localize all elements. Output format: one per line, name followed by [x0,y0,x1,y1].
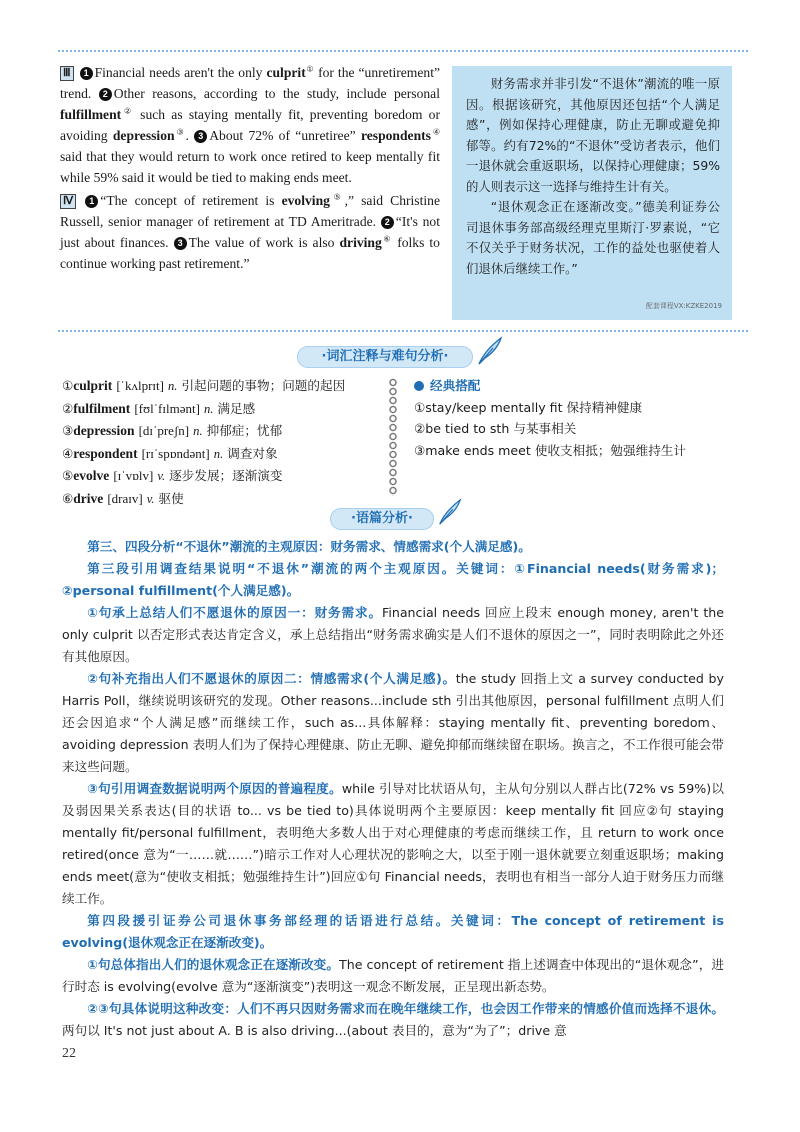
analysis-paragraph: ②句补充指出人们不愿退休的原因二：情感需求(个人满足感)。the study 回指上文 a survey conducted by Harris Poll，继续说明该研究的发现。Other reasons...include sth 引出其他原因，personal fulfillment 点明人们还会因追求“个人满足感”而继续工作，such as...具体解释：staying mentally fit、preventing boredom、avoiding depression 表明人们为了保持心理健康、防止无聊、避免抑郁而继续留在职场。换言之，不工作很可能会带来这些问题。 [62,671,724,774]
sentence-number: 2 [381,216,394,229]
analysis-paragraph: ②③句具体说明这种改变：人们不再只因财务需求而在晚年继续工作，也会因工作带来的情感价值而选择不退休。两句以 It's not just about A. B is also driving...(about 表目的，意为“为了”；drive 意 [62,1001,724,1038]
vocab-item: ③depression [dɪˈpreʃn] n. 抑郁症；忧郁 [62,423,283,438]
vocab-item: ⑥drive [draɪv] v. 驱使 [62,490,184,506]
bullet-icon [414,381,424,391]
vocab-word: fulfillment [60,107,122,122]
vocab-word: evolving [281,193,330,208]
analysis-paragraph: ③句引用调查数据说明两个原因的普遍程度。while 引导对比状语从句，主从句分别以人群占比(72% vs 59%)以及弱因果关系表达(目的状语 to... vs be tied to)具体说明两个主要原因：keep mentally fit 回应②句 staying mentally fit/personal fulfillment，表明绝大多数人出于对心理健康的考虑而继续工作，且 return to work once retired(once 意为“一……就……”)暗示工作对人心理状况的影响之大，以至于刚一退休就要立刻重返职场；making ends meet(意为“使收支相抵；勉强维持生计”)回应①句 Financial needs，表明也有相当一部分人迫于财务压力而继续工作。 [62,781,724,906]
paragraph-3: Ⅲ 1 Financial needs aren't the only culprit① for the “unretirement” trend. 2 Other reasons, according to the study, include personal fulfillment② such as staying mentally fit, preventing boredom or avoiding depression③. 3 About 72% of “unretiree” respondents④ said that they would return to work once retired to keep mentally fit while 59% said it would be tied to making ends meet. [60,64,441,185]
quill-icon [475,336,505,366]
paragraph-marker: Ⅲ [60,66,74,81]
vocab-item: ⑤evolve [ɪˈvɒlv] v. 逐步发展；逐渐演变 [62,468,283,483]
sentence-number: 3 [194,130,207,143]
vocab-item: ①culprit [ˈkʌlprɪt] n. 引起问题的事物；问题的起因 [62,378,346,393]
page-number: 22 [62,1046,76,1061]
analysis-heading: 第三段引用调查结果说明“不退休”潮流的两个主观原因。关键词：①Financial needs(财务需求)；②personal fulfillment(个人满足感)。 [62,561,724,598]
sentence-number: 3 [174,237,187,250]
phrase-item: ③make ends meet 使收支相抵；勉强维持生计 [414,442,686,458]
quill-icon [436,498,464,526]
translation-paragraph: “退休观念正在逐渐改变。”德美利证券公司退休事务部高级经理克里斯汀·罗素说，“它不仅关乎于财务状况，工作的益处也驱使着人们退休后继续工作。” [466,199,720,276]
analysis-section-title: ·语篇分析· [330,508,434,530]
vocab-word: culprit [266,65,306,80]
vocab-word: driving [339,235,382,250]
phrase-item: ②be tied to sth 与某事相关 [414,421,577,436]
vocab-item: ②fulfilment [fʊlˈfɪlmənt] n. 满足感 [62,400,256,416]
vocab-item: ④respondent [rɪˈspɒndənt] n. 调查对象 [62,445,278,461]
phrases-title: 经典搭配 [414,375,754,397]
analysis-paragraph: ①句承上总结人们不愿退休的原因一：财务需求。Financial needs 回应上段末 enough money, aren't the only culprit 以否定形式表达肯定含义，承上总结指出“财务需求确实是人们不退休的原因之一”，同时表明除此之外还有其他原因。 [62,605,724,664]
sentence-number: 1 [80,67,93,80]
analysis-heading: 第四段援引证券公司退休事务部经理的话语进行总结。关键词：The concept of retirement is evolving(退休观念正在逐渐改变)。 [62,913,724,950]
vocab-word: depression [112,128,175,143]
paragraph-marker: Ⅳ [60,194,76,209]
passage-english [60,62,440,274]
discourse-analysis [62,536,724,1042]
phrase-item: ①stay/keep mentally fit 保持精神健康 [414,399,643,415]
sentence-number: 2 [99,88,112,101]
section-divider [58,330,748,332]
analysis-heading: 第三、四段分析“不退休”潮流的主观原因：财务需求、情感需求(个人满足感)。 [87,539,531,554]
vocab-word: respondents [360,128,431,143]
watermark: 配套课程VX:KZKE2019 [645,301,722,310]
sentence-number: 1 [85,195,98,208]
vocab-section-title: ·词汇注释与难句分析· [297,346,473,368]
analysis-paragraph: ①句总体指出人们的退休观念正在逐渐改变。The concept of retirement 指上述调查中体现出的“退休观念”，进行时态 is evolving(evolve 意为“逐渐演变”)表明这一观念不断发展，正呈现出新态势。 [62,957,724,994]
vocab-list [62,375,382,510]
phrases-list [414,375,754,461]
translation-box [452,66,732,320]
top-divider [58,50,748,52]
paragraph-4: Ⅳ 1 “The concept of retirement is evolving⑤,” said Christine Russell, senior manager of retirement at TD Ameritrade. 2 “It's not just about finances. 3 The value of work is also driving⑥ folks to continue working past retirement.” [60,192,440,271]
translation-paragraph: 财务需求并非引发“不退休”潮流的唯一原因。根据该研究，其他原因还包括“个人满足感”，例如保持心理健康，防止无聊或避免抑郁等。约有72%的“不退休”受访者表示，他们一退休就会重返职场，以保持心理健康；59%的人则表示这一选择与维持生计有关。 [466,76,720,194]
chain-divider [388,378,398,496]
